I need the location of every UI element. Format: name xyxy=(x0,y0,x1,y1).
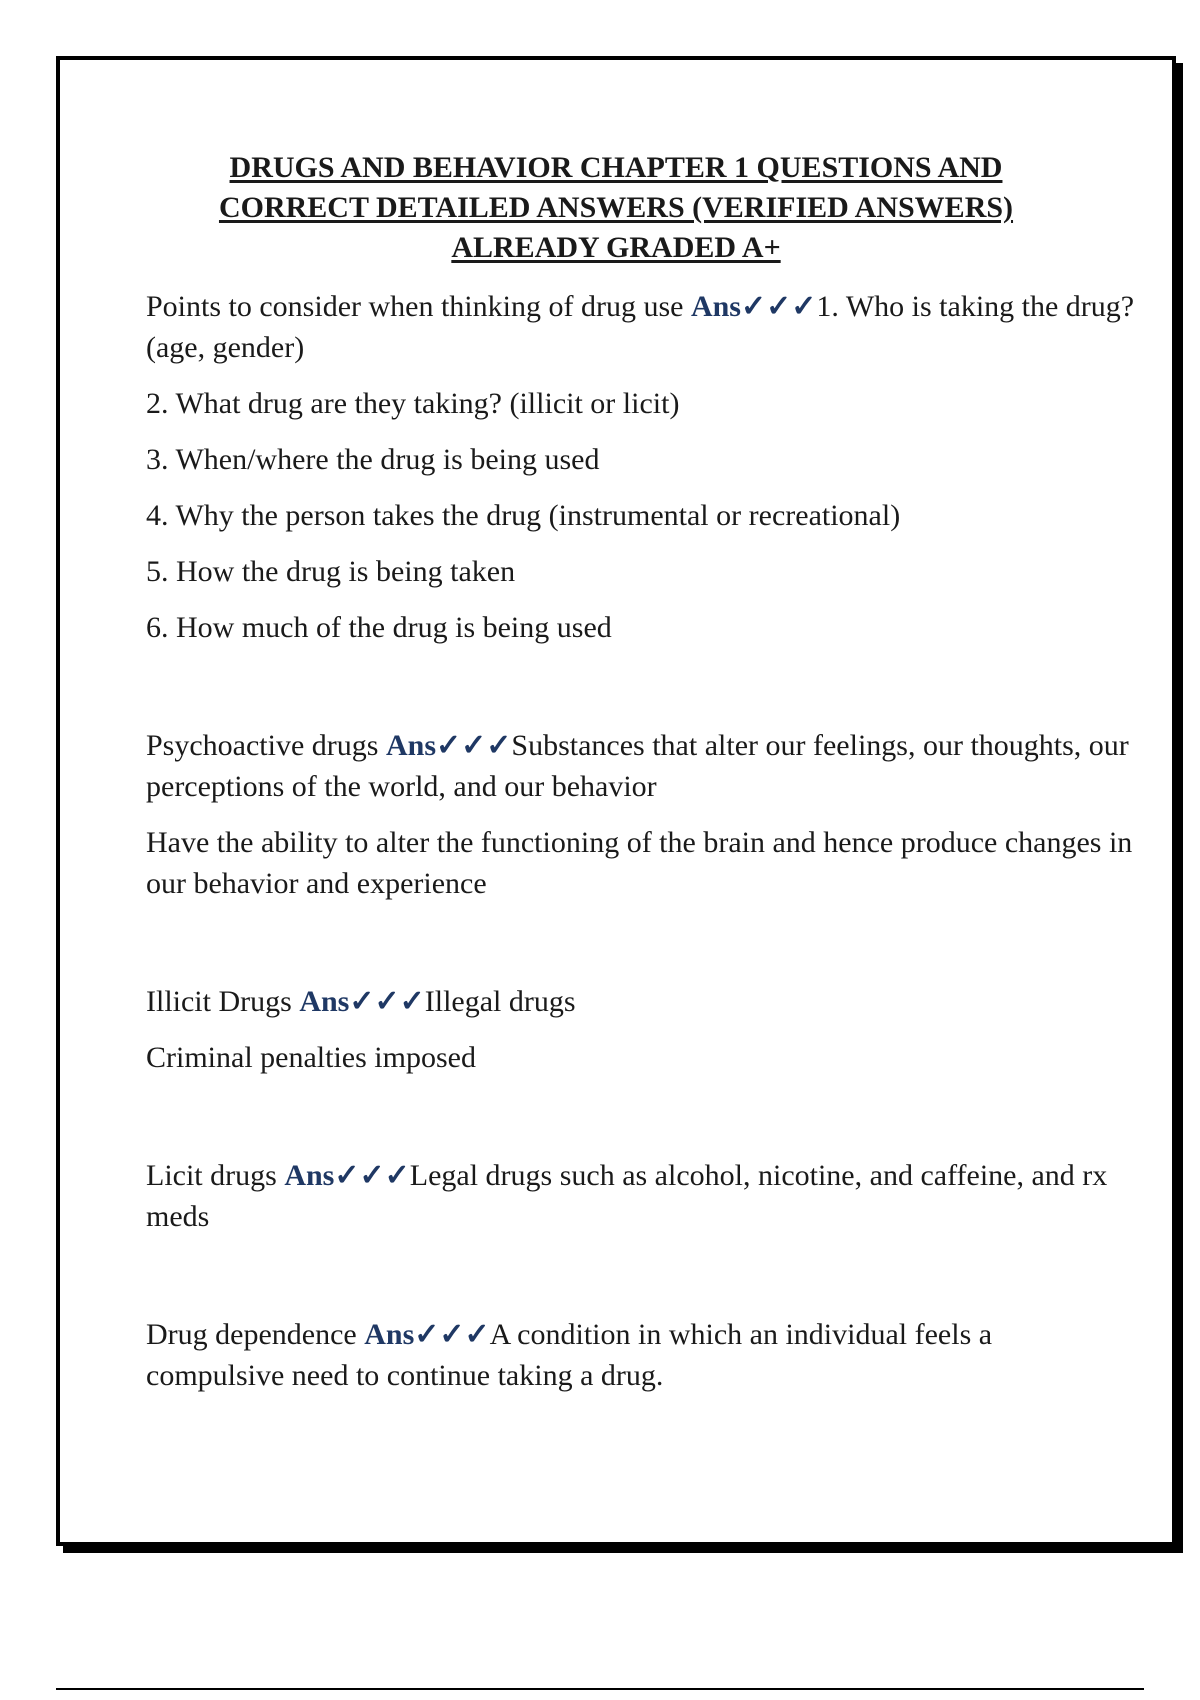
qa-item-illicit-drugs xyxy=(146,981,1136,1022)
title-line-3: ALREADY GRADED A+ xyxy=(451,231,781,264)
title-line-2: CORRECT DETAILED ANSWERS (VERIFIED ANSWERS) xyxy=(218,191,1014,224)
qa-item-points-to-consider xyxy=(146,286,1136,368)
qa-item-psychoactive-drugs xyxy=(146,725,1136,807)
title-line-1: DRUGS AND BEHAVIOR CHAPTER 1 QUESTIONS AND xyxy=(229,151,1003,184)
qa-content xyxy=(146,286,1136,1411)
spacer xyxy=(146,919,1136,981)
answer-text: Legal drugs such as alcohol, nicotine, and caffeine, and rx meds xyxy=(146,1159,1108,1233)
question-term: Illicit Drugs xyxy=(146,985,300,1018)
answer-text: Substances that alter our feelings, our thoughts, our perceptions of the world, and our behavior xyxy=(146,729,1129,803)
page-border xyxy=(56,56,1176,1546)
list-item: 6. How much of the drug is being used xyxy=(146,611,612,644)
answer-text: A condition in which an individual feels a compulsive need to continue taking a drug. xyxy=(146,1318,993,1392)
question-term: Psychoactive drugs xyxy=(146,729,386,762)
list-item: 5. How the drug is being taken xyxy=(146,555,516,588)
ans-marker: Ans✓✓✓ xyxy=(284,1159,410,1192)
footer-divider xyxy=(56,1688,1144,1690)
qa-item-drug-dependence xyxy=(146,1314,1136,1396)
list-item: 2. What drug are they taking? (illicit or licit) xyxy=(146,387,680,420)
answer-text: Illegal drugs xyxy=(424,985,576,1018)
question-term: Licit drugs xyxy=(146,1159,285,1192)
question-term: Points to consider when thinking of drug use xyxy=(146,290,691,323)
ans-marker: Ans✓✓✓ xyxy=(299,985,425,1018)
qa-item-licit-drugs xyxy=(146,1155,1136,1237)
ans-marker: Ans✓✓✓ xyxy=(385,729,512,762)
spacer xyxy=(146,1093,1136,1155)
ans-marker: Ans✓✓✓ xyxy=(364,1318,490,1351)
answer-text: 1. Who is taking the drug? (age, gender) xyxy=(146,290,1135,364)
question-term: Drug dependence xyxy=(146,1318,365,1351)
answer-extra: Criminal penalties imposed xyxy=(146,1041,476,1074)
document-title xyxy=(60,148,1172,268)
ans-marker: Ans✓✓✓ xyxy=(690,290,817,323)
list-item: 3. When/where the drug is being used xyxy=(146,443,600,476)
spacer xyxy=(146,1252,1136,1314)
answer-extra: Have the ability to alter the functioning of the brain and hence produce changes in our behavior and experience xyxy=(146,826,1133,900)
list-item: 4. Why the person takes the drug (instrumental or recreational) xyxy=(146,499,901,532)
spacer xyxy=(146,663,1136,725)
